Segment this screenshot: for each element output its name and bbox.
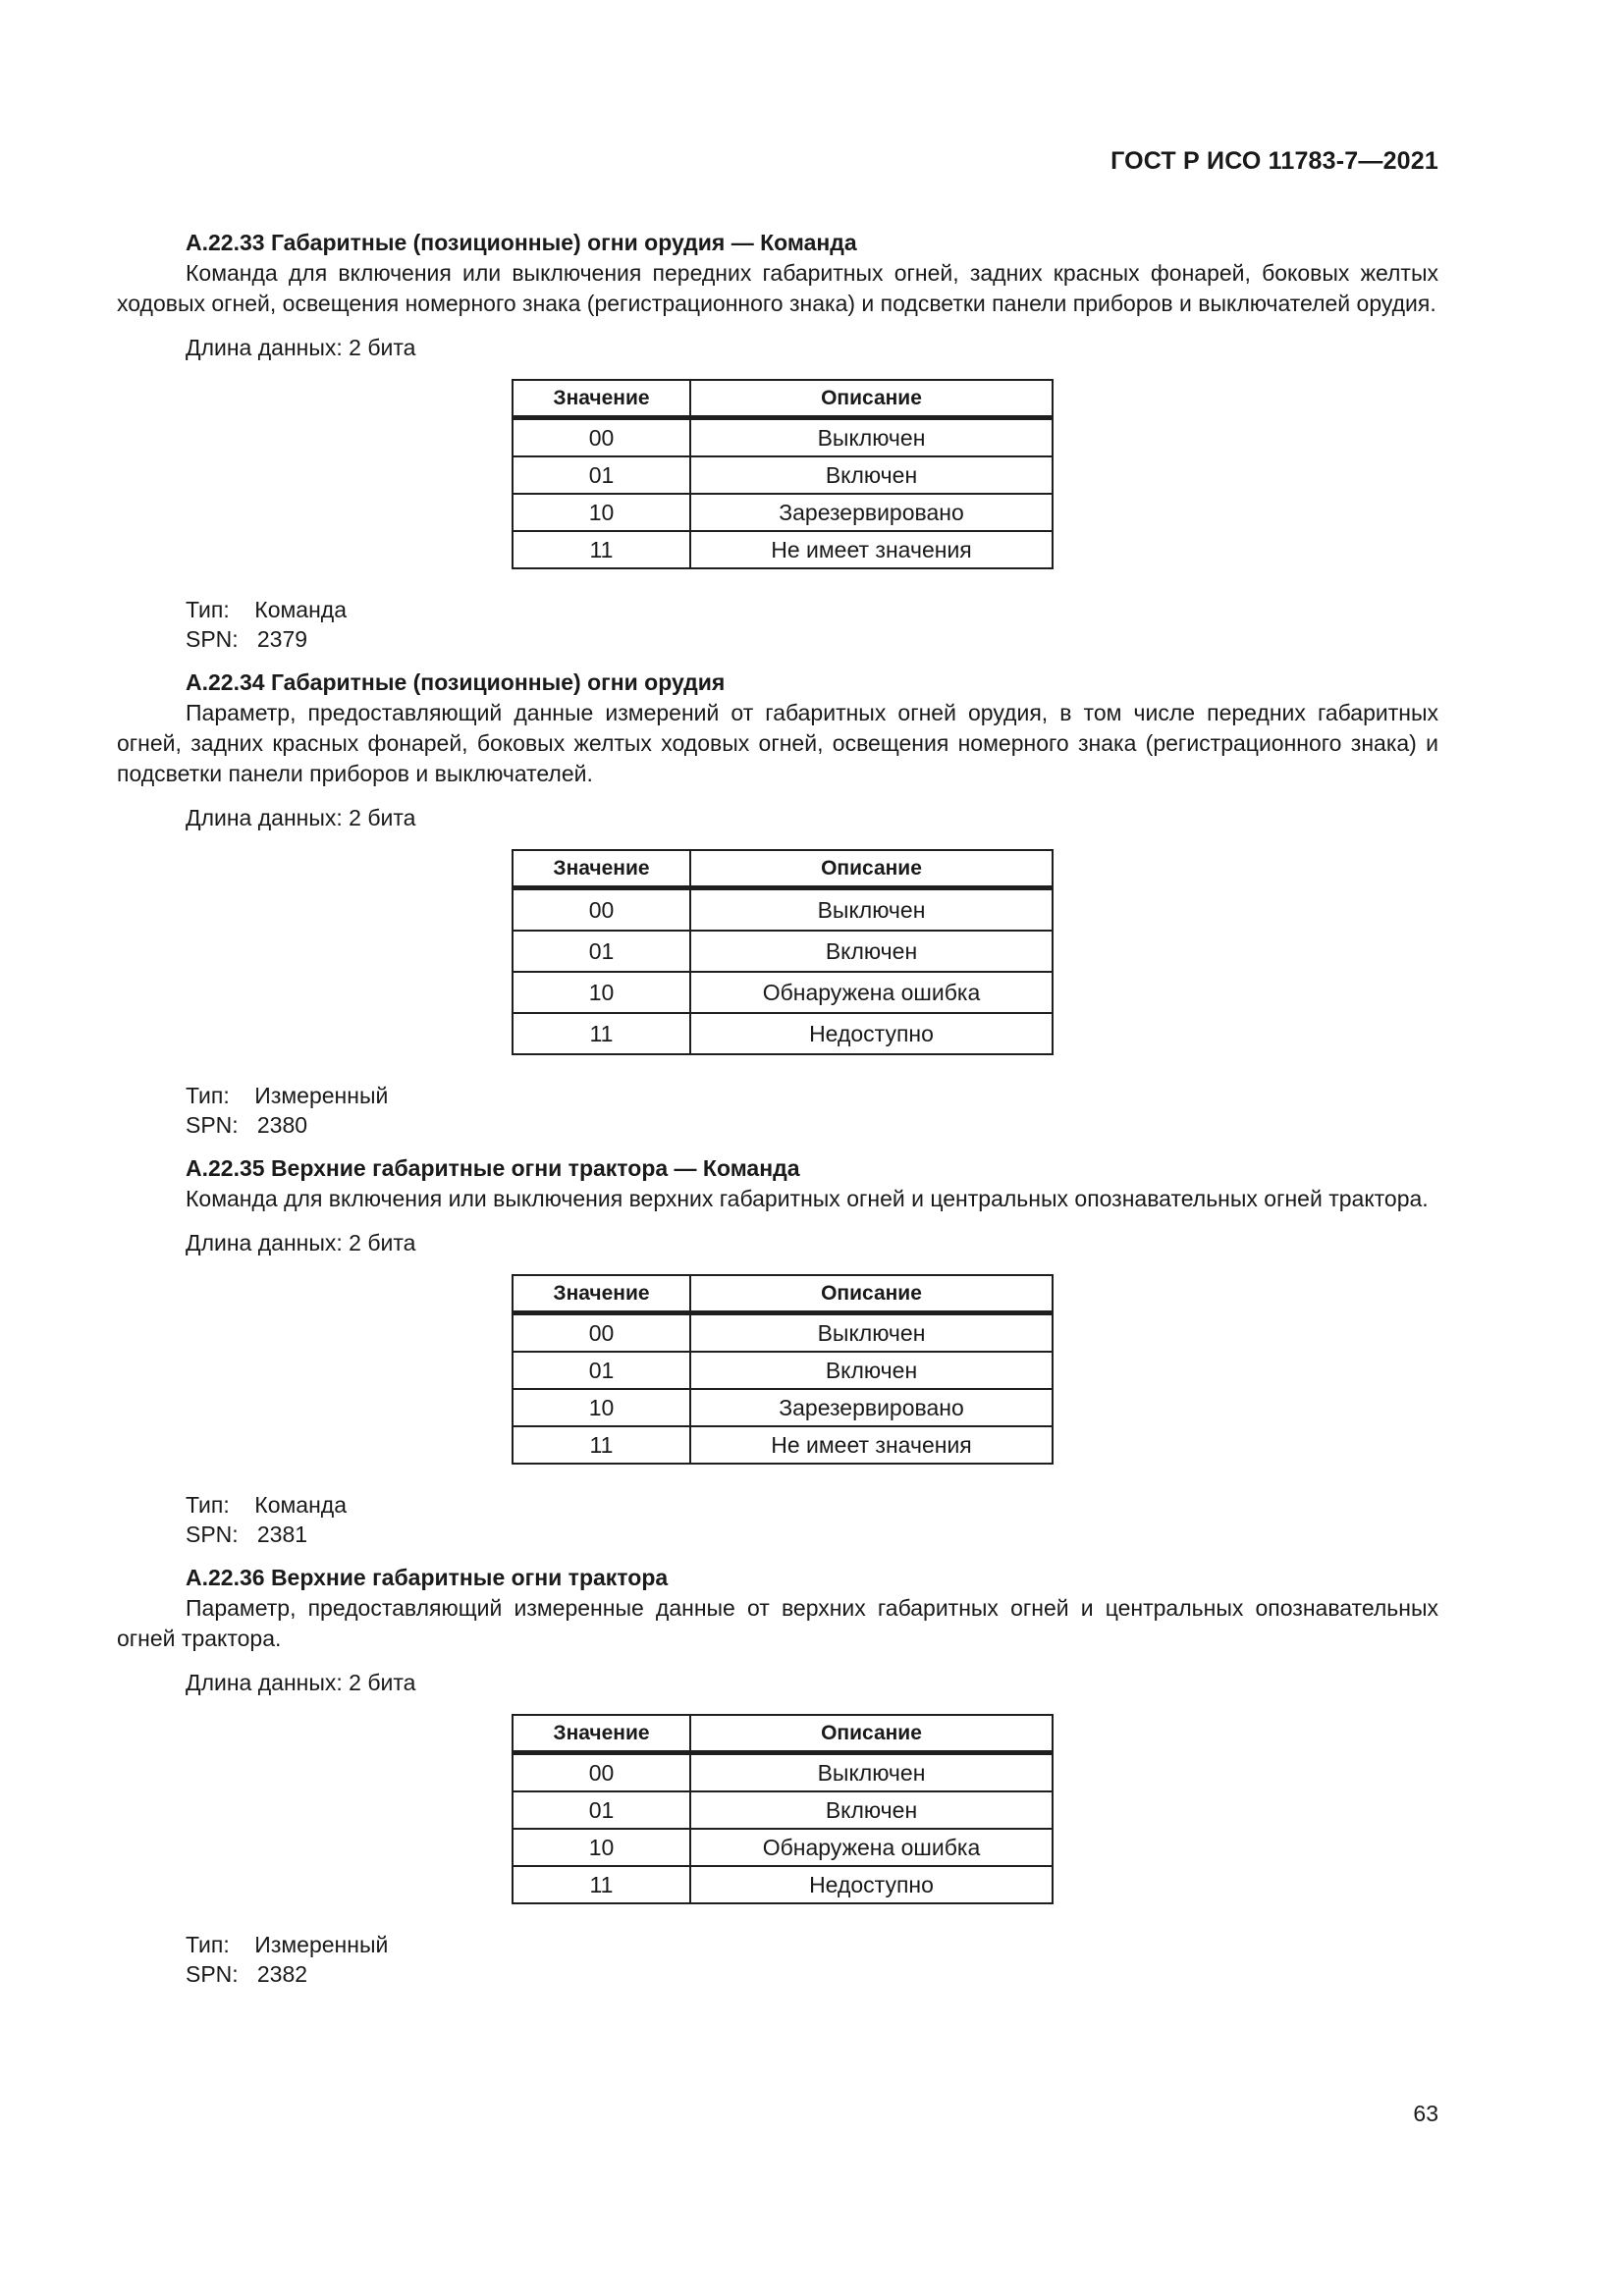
cell-value: 11 [513, 1013, 690, 1054]
cell-value: 10 [513, 972, 690, 1013]
cell-description: Включен [690, 931, 1053, 972]
type-value: Команда [254, 1492, 348, 1518]
cell-value: 00 [513, 418, 690, 457]
cell-description: Включен [690, 1352, 1053, 1389]
section-description: Команда для включения или выключения верхних габаритных огней и центральных опознавательных огней трактора. [186, 1186, 1429, 1211]
type-label: Тип: [186, 1083, 230, 1108]
spn-label: SPN: [186, 1112, 239, 1138]
column-header-value: Значение [513, 1715, 690, 1753]
section-title: А.22.34 Габаритные (позиционные) огни орудия [186, 669, 726, 695]
type-label: Тип: [186, 597, 230, 622]
section-a22-35 [117, 1153, 1438, 1549]
cell-value: 01 [513, 1791, 690, 1829]
cell-value: 01 [513, 1352, 690, 1389]
cell-description: Включен [690, 456, 1053, 494]
table-row [513, 1753, 1053, 1792]
data-length: Длина данных: 2 бита [186, 1670, 416, 1695]
cell-value: 00 [513, 1753, 690, 1792]
type-label: Тип: [186, 1492, 230, 1518]
cell-description: Зарезервировано [690, 494, 1053, 531]
type-line [186, 1930, 1438, 1959]
document-header: ГОСТ Р ИСО 11783-7—2021 [1110, 147, 1438, 175]
cell-value: 11 [513, 531, 690, 568]
page-number: 63 [1413, 2101, 1438, 2126]
table-row [513, 494, 1053, 531]
spn-line [186, 1959, 1438, 1989]
cell-value: 11 [513, 1866, 690, 1903]
cell-value: 10 [513, 1829, 690, 1866]
spn-value: 2382 [256, 1961, 308, 1987]
section-description: Команда для включения или выключения передних габаритных огней, задних красных фонарей, боковых желтых ходовых огней, освещения номерного знака (регистрационного знака) и подсветки панели приборов и выключателей орудия. [117, 260, 1438, 316]
table-row [513, 888, 1053, 932]
table-row [513, 456, 1053, 494]
data-length: Длина данных: 2 бита [186, 335, 416, 360]
spn-line [186, 624, 1438, 654]
section-meta [186, 1081, 1438, 1140]
page-content [117, 228, 1438, 2002]
cell-value: 10 [513, 1389, 690, 1426]
cell-value: 11 [513, 1426, 690, 1464]
table-row [513, 972, 1053, 1013]
table-row [513, 418, 1053, 457]
spn-value: 2379 [256, 626, 308, 652]
spn-line [186, 1520, 1438, 1549]
values-table [512, 1274, 1054, 1465]
cell-description: Недоступно [690, 1013, 1053, 1054]
table-row [513, 1352, 1053, 1389]
section-title: А.22.36 Верхние габаритные огни трактора [186, 1565, 669, 1590]
section-a22-36 [117, 1563, 1438, 1989]
cell-description: Выключен [690, 418, 1053, 457]
type-value: Измеренный [254, 1932, 389, 1957]
table-header-row [513, 1275, 1053, 1313]
cell-description: Выключен [690, 888, 1053, 932]
type-line [186, 1081, 1438, 1110]
section-meta [186, 1930, 1438, 1989]
column-header-description: Описание [690, 1715, 1053, 1753]
section-title: А.22.33 Габаритные (позиционные) огни орудия — Команда [186, 230, 857, 255]
table-row [513, 931, 1053, 972]
spn-label: SPN: [186, 1961, 239, 1987]
spn-label: SPN: [186, 1522, 239, 1547]
table-row [513, 1426, 1053, 1464]
values-table [512, 379, 1054, 569]
values-table [512, 1714, 1054, 1904]
type-line [186, 595, 1438, 624]
type-label: Тип: [186, 1932, 230, 1957]
cell-description: Обнаружена ошибка [690, 972, 1053, 1013]
spn-value: 2381 [256, 1522, 308, 1547]
cell-description: Не имеет значения [690, 1426, 1053, 1464]
table-header-row [513, 380, 1053, 418]
section-meta [186, 595, 1438, 654]
section-description: Параметр, предоставляющий измеренные данные от верхних габаритных огней и центральных опознавательных огней трактора. [117, 1595, 1438, 1651]
section-description: Параметр, предоставляющий данные измерений от габаритных огней орудия, в том числе передних габаритных огней, задних красных фонарей, боковых желтых ходовых огней, освещения номерного знака (регистрационного знака) и подсветки панели приборов и выключателей. [117, 700, 1438, 786]
cell-value: 00 [513, 888, 690, 932]
data-length: Длина данных: 2 бита [186, 805, 416, 830]
column-header-description: Описание [690, 1275, 1053, 1313]
column-header-description: Описание [690, 850, 1053, 888]
column-header-value: Значение [513, 1275, 690, 1313]
table-row [513, 531, 1053, 568]
section-title: А.22.35 Верхние габаритные огни трактора — Команда [186, 1155, 800, 1181]
type-value: Измеренный [254, 1083, 389, 1108]
table-row [513, 1389, 1053, 1426]
cell-description: Выключен [690, 1313, 1053, 1353]
table-row [513, 1313, 1053, 1353]
section-a22-33 [117, 228, 1438, 654]
section-meta [186, 1490, 1438, 1549]
spn-value: 2380 [256, 1112, 308, 1138]
data-length: Длина данных: 2 бита [186, 1230, 416, 1255]
cell-description: Зарезервировано [690, 1389, 1053, 1426]
column-header-value: Значение [513, 850, 690, 888]
values-table [512, 849, 1054, 1055]
table-header-row [513, 1715, 1053, 1753]
cell-description: Обнаружена ошибка [690, 1829, 1053, 1866]
spn-line [186, 1110, 1438, 1140]
cell-value: 01 [513, 456, 690, 494]
cell-value: 01 [513, 931, 690, 972]
cell-value: 00 [513, 1313, 690, 1353]
column-header-value: Значение [513, 380, 690, 418]
cell-description: Включен [690, 1791, 1053, 1829]
cell-description: Недоступно [690, 1866, 1053, 1903]
table-row [513, 1013, 1053, 1054]
table-row [513, 1791, 1053, 1829]
table-header-row [513, 850, 1053, 888]
cell-description: Выключен [690, 1753, 1053, 1792]
cell-value: 10 [513, 494, 690, 531]
column-header-description: Описание [690, 380, 1053, 418]
type-line [186, 1490, 1438, 1520]
table-row [513, 1866, 1053, 1903]
spn-label: SPN: [186, 626, 239, 652]
cell-description: Не имеет значения [690, 531, 1053, 568]
section-a22-34 [117, 667, 1438, 1140]
table-row [513, 1829, 1053, 1866]
type-value: Команда [254, 597, 348, 622]
